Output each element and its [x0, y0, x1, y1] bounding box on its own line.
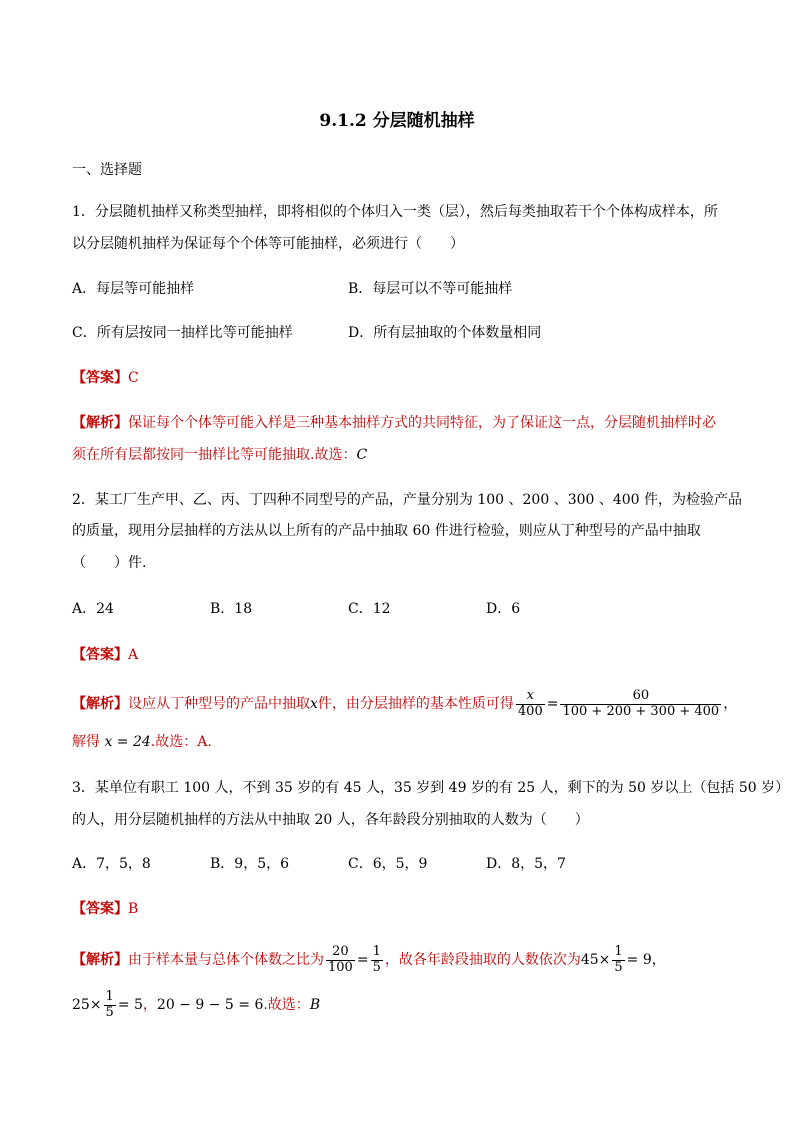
q2-frac2-numerator: 60: [560, 689, 721, 705]
q1-analysis-text2: 须在所有层都按同一抽样比等可能抽取.故选：: [72, 447, 357, 463]
q2-option-b: B．18: [210, 601, 253, 617]
answer-label: 【答案】: [72, 370, 128, 386]
q2-analysis-line1: [72, 684, 737, 724]
q2-frac1-denominator: 400: [517, 703, 543, 719]
q1-answer-value: C: [128, 370, 139, 386]
q1-stem-line1: 1．分层随机抽样又称类型抽样，即将相似的个体归入一类（层），然后每类抽取若干个个体构成样本，所: [72, 204, 718, 220]
q3-result1: = 9: [626, 952, 652, 968]
q2-stem-line1: 2．某工厂生产甲、乙、丙、丁四种不同型号的产品，产量分别为 100 、200 、300 、400 件，为检验产品: [72, 492, 743, 508]
q3-option-b: B．9，5，6: [210, 856, 290, 872]
q3-subtraction: 20 − 9 − 5 = 6: [156, 997, 264, 1013]
q2-fraction-x-over-400: [516, 689, 545, 720]
q3-f3-denominator: 5: [614, 959, 623, 975]
q2-comma: ，: [723, 696, 738, 712]
q2-option-d: D．6: [486, 601, 521, 617]
q3-analysis-line1: [72, 940, 666, 980]
q3-answer: [72, 899, 138, 919]
q2-solve-pre: 解得: [72, 734, 100, 750]
q2-analysis-mid: 件，由分层抽样的基本性质可得: [317, 696, 514, 712]
q1-analysis-choice: C: [356, 447, 368, 463]
q3-stem-line1: 3．某单位有职工 100 人，不到 35 岁的有 45 人，35 岁到 49 岁的有 25 人，剩下的为 50 岁以上（包括 50 岁）: [72, 780, 790, 796]
q2-stem-line3: （ ）件.: [72, 555, 147, 571]
q2-frac2-denominator: 100 + 200 + 300 + 400: [562, 703, 720, 719]
q3-option-c: C．6，5，9: [348, 856, 428, 872]
q3-f2-numerator: 1: [372, 943, 381, 959]
q3-stem-line2: 的人，用分层随机抽样的方法从中抽取 20 人，各年龄段分别抽取的人数为（ ）: [72, 812, 589, 828]
q3-f4-denominator: 5: [105, 1004, 114, 1020]
q1-stem-line2: 以分层随机抽样为保证每个个体等可能抽样，必须进行（ ）: [72, 236, 464, 252]
q3-f4-numerator: 1: [105, 988, 114, 1004]
q2-fraction-60-over-sum: [560, 689, 721, 720]
q3-f2-denominator: 5: [372, 959, 381, 975]
answer-label: 【答案】: [72, 901, 128, 917]
q1-option-b: B．每层可以不等可能抽样: [348, 281, 513, 297]
q2-var-x: x: [310, 696, 318, 712]
answer-label: 【答案】: [72, 647, 128, 663]
q3-fraction-1-over-5: [371, 945, 383, 976]
q2-analysis-line2: [72, 732, 212, 752]
q2-option-c: C．12: [348, 601, 391, 617]
q2-analysis-pre: 设应从丁种型号的产品中抽取: [128, 696, 310, 712]
page-title: 9.1.2 分层随机抽样: [319, 111, 475, 131]
q1-analysis-line2: [72, 445, 367, 465]
q3-answer-value: B: [128, 901, 139, 917]
q3-mult1: 45×: [580, 952, 611, 968]
q3-analysis-mid: ，故各年龄段抽取的人数依次为: [384, 952, 581, 968]
q3-sep: ，: [142, 997, 157, 1013]
q3-f1-numerator: 20: [326, 945, 355, 961]
q2-frac1-numerator: x: [516, 689, 545, 705]
q3-analysis-pre: 由于样本量与总体个体数之比为: [128, 952, 324, 968]
q2-answer: [72, 645, 138, 665]
q2-solve-post: .故选：A.: [150, 734, 212, 750]
q1-option-a: A．每层等可能抽样: [72, 281, 195, 297]
analysis-label: 【解析】: [72, 415, 128, 431]
q2-stem-line2: 的质量，现用分层抽样的方法从以上所有的产品中抽取 60 件进行检验，则应从丁种型号的产品中抽取: [72, 523, 701, 539]
q3-comma: ，: [651, 952, 666, 968]
q3-equals: =: [356, 952, 369, 968]
q1-analysis-line1: [72, 413, 716, 433]
q3-fraction-20-over-100: [326, 945, 355, 976]
q3-mult2: 25×: [72, 997, 102, 1013]
q3-fraction-1-over-5-c: [104, 990, 116, 1021]
section-heading: 一、选择题: [72, 162, 142, 178]
q1-option-c: C．所有层按同一抽样比等可能抽样: [72, 325, 293, 341]
q1-analysis-text1: 保证每个个体等可能入样是三种基本抽样方式的共同特征，为了保证这一点，分层随机抽样时必: [128, 415, 716, 431]
q3-f3-numerator: 1: [614, 943, 623, 959]
q2-option-a: A．24: [72, 601, 114, 617]
analysis-label: 【解析】: [72, 952, 128, 968]
q1-option-d: D．所有层抽取的个体数量相同: [348, 325, 542, 341]
q2-solve-eq: x = 24: [104, 734, 151, 750]
q3-analysis-line2: [72, 985, 320, 1025]
q3-option-a: A．7，5，8: [72, 856, 151, 872]
q3-choose: .故选：: [263, 997, 310, 1013]
q3-f1-denominator: 100: [328, 959, 353, 975]
q3-fraction-1-over-5-b: [612, 945, 624, 976]
q3-option-d: D．8，5，7: [486, 856, 566, 872]
analysis-label: 【解析】: [72, 696, 128, 712]
q3-analysis-choice: B: [309, 997, 321, 1013]
q2-equals: =: [546, 696, 559, 712]
q3-result2: = 5: [117, 997, 143, 1013]
q2-answer-value: A: [128, 647, 139, 663]
q1-answer: [72, 368, 139, 388]
